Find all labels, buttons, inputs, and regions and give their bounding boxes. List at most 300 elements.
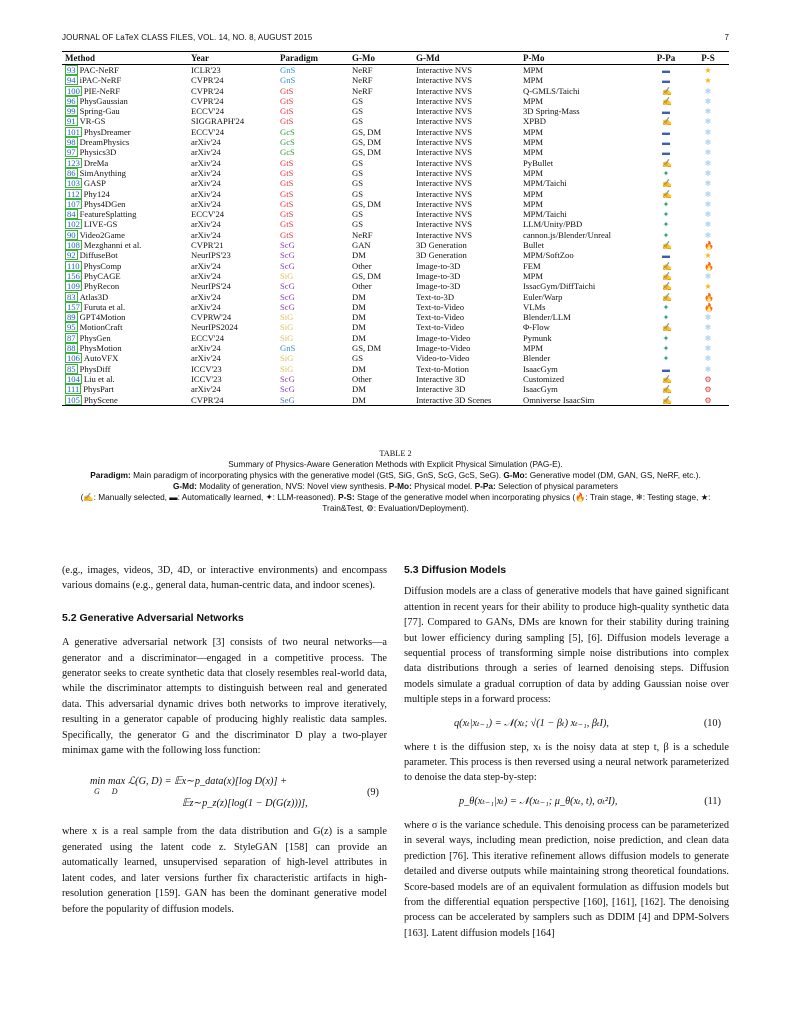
pmo-cell: VLMs <box>523 301 546 312</box>
pmo-cell: FEM <box>523 260 541 271</box>
gmd-cell: 3D Generation <box>416 240 467 251</box>
pmo-cell: MPM <box>523 198 544 209</box>
method-name: GPT4Motion <box>79 312 126 323</box>
gmd-cell: Interactive 3D <box>416 384 466 395</box>
citation-link[interactable]: 102 <box>67 219 80 230</box>
star-icon: ★ <box>704 251 712 261</box>
ps-cell <box>687 96 729 106</box>
year-cell: arXiv'24 <box>191 291 221 302</box>
llm-icon: ✦ <box>662 199 670 209</box>
citation-link[interactable]: 109 <box>67 281 80 292</box>
auto-icon: ▬ <box>662 127 670 137</box>
pmo-cell: XPBD <box>523 116 546 127</box>
table-row <box>62 230 729 240</box>
citation-link[interactable]: 101 <box>67 126 80 137</box>
ps-cell <box>687 106 729 116</box>
ppa-cell <box>645 127 687 137</box>
method-cell <box>62 261 188 271</box>
method-name: PhyScene <box>83 394 118 405</box>
method-cell <box>62 374 188 384</box>
pmo-cell: Euler/Warp <box>523 291 563 302</box>
test-icon: ❄ <box>704 354 712 364</box>
gmo-cell: GS <box>352 209 363 220</box>
method-cell <box>62 353 188 363</box>
gmo-cell: Other <box>352 281 372 292</box>
ps-cell <box>687 209 729 219</box>
gmo-cell: DM <box>352 363 366 374</box>
pmo-cell: MPM/Taichi <box>523 209 567 220</box>
table-row <box>62 75 729 85</box>
gan-paragraph-2: where x is a real sample from the data distribution and G(z) is a sample generated using the latent code z. StyleGAN [158] can provide an automatically learned, unsupervised separation of high-level attributes in latent codes, and later versions further fix characteristic artifacts in high-resolution generation [159]. GAN has been the dominant generative model before the popularity of diffusion models. <box>62 826 387 915</box>
gmd-cell: Interactive NVS <box>416 95 473 106</box>
test-icon: ❄ <box>704 86 712 96</box>
table-row <box>62 261 729 271</box>
gmd-cell: Text-to-Video <box>416 301 465 312</box>
gmd-cell: Video-to-Video <box>416 353 470 364</box>
hand-icon: ✍ <box>662 86 672 96</box>
diffusion-paragraph: Diffusion models are a class of generative models that have gained significant attention in recent years for their ability to produce high-quality synthetic data [77]. Compared to GANs, DMs are known for their stability during training but lower efficiency during sampling [5], [6]. Diffusion models leverage a sequential process of transforming simple noise distributions into complex data distributions through a series of learned denoising steps. Diffusion models simulate a gradual corruption of data by adding Gaussian noise over multiple steps in a forward process: <box>404 586 729 706</box>
paradigm-cell: GtS <box>280 157 294 168</box>
llm-icon: ✦ <box>662 168 670 178</box>
gmd-cell: Interactive NVS <box>416 126 473 137</box>
gmd-cell: Image-to-3D <box>416 260 461 271</box>
year-cell: arXiv'24 <box>191 167 221 178</box>
method-name: Furuta et al. <box>83 301 126 312</box>
table-row <box>62 189 729 199</box>
method-name: Liu et al. <box>83 373 115 384</box>
table-row <box>62 384 729 394</box>
citation-link[interactable]: 112 <box>67 188 80 199</box>
method-cell <box>62 322 188 332</box>
method-cell <box>62 178 188 188</box>
year-cell: arXiv'24 <box>191 343 221 354</box>
ps-cell <box>687 219 729 229</box>
method-cell <box>62 168 188 178</box>
method-cell <box>62 302 188 312</box>
ps-cell <box>687 199 729 209</box>
hand-icon: ✍ <box>662 96 672 106</box>
citation-link[interactable]: 84 <box>67 209 76 220</box>
test-icon: ❄ <box>704 158 712 168</box>
table-row <box>62 374 729 384</box>
citation-link[interactable]: 104 <box>67 373 80 384</box>
fire-icon: 🔥 <box>704 241 714 251</box>
method-name: PhysMotion <box>79 343 122 354</box>
table-row <box>62 395 729 406</box>
pmo-cell: Φ-Flow <box>523 322 550 333</box>
llm-icon: ✦ <box>662 302 670 312</box>
ppa-cell <box>645 178 687 188</box>
journal-title: JOURNAL OF LaTeX CLASS FILES, VOL. 14, NO. 8, AUGUST 2015 <box>62 33 313 42</box>
table-row <box>62 116 729 126</box>
ps-cell <box>687 137 729 147</box>
ppa-cell <box>645 147 687 157</box>
running-header <box>62 33 729 47</box>
table-row <box>62 240 729 250</box>
auto-icon: ▬ <box>662 76 670 86</box>
ppa-cell <box>645 240 687 250</box>
gmd-cell: Interactive NVS <box>416 137 473 148</box>
ppa-cell <box>645 292 687 302</box>
gmd-cell: Interactive NVS <box>416 106 473 117</box>
caption-title: Summary of Physics-Aware Generation Methods with Explicit Physical Simulation (PAG-E). <box>228 459 563 469</box>
citation-link[interactable]: 103 <box>67 178 80 189</box>
llm-icon: ✦ <box>662 220 670 230</box>
gmd-cell: Interactive NVS <box>416 147 473 158</box>
year-cell: ICCV'23 <box>191 373 222 384</box>
ps-cell <box>687 178 729 188</box>
hand-icon: ✍ <box>662 189 672 199</box>
ppa-cell <box>645 189 687 199</box>
llm-icon: ✦ <box>662 230 670 240</box>
method-name: PhysDiff <box>79 363 111 374</box>
eval-icon: ⚙ <box>704 385 712 395</box>
paradigm-cell: SeG <box>277 395 349 406</box>
year-cell: arXiv'24 <box>191 137 221 148</box>
gmo-cell: GS, DM <box>352 147 382 158</box>
table-row <box>62 168 729 178</box>
table-row <box>62 250 729 260</box>
left-column <box>62 563 387 917</box>
llm-icon: ✦ <box>662 333 670 343</box>
auto-icon: ▬ <box>662 138 670 148</box>
paradigm-cell: GtS <box>280 106 294 117</box>
section-title-gan: 5.2 Generative Adversarial Networks <box>62 611 244 624</box>
gmd-cell: Interactive NVS <box>416 116 473 127</box>
year-cell: CVPR'21 <box>191 240 224 251</box>
method-name: MotionCraft <box>79 322 123 333</box>
gmo-cell: GS, DM <box>352 137 382 148</box>
method-cell <box>62 96 188 106</box>
page-number: 7 <box>724 33 729 42</box>
gmd-cell: Interactive NVS <box>416 75 473 86</box>
citation-link[interactable]: 85 <box>67 363 76 374</box>
method-cell <box>62 86 188 96</box>
paradigm-cell: GtS <box>280 95 294 106</box>
paradigm-cell: GtS <box>280 167 294 178</box>
year-cell: NeurIPS2024 <box>191 322 238 333</box>
test-icon: ❄ <box>704 96 712 106</box>
ps-cell <box>687 292 729 302</box>
gmo-cell: GS, DM <box>352 198 382 209</box>
ppa-cell <box>645 158 687 168</box>
hand-icon: ✍ <box>662 282 672 292</box>
equation-9: min max ℒ(G, D) = 𝔼x∼p_data(x)[log D(x)] + G D 𝔼z∼p_z(z)[log(1 − D(G(z)))], (9) <box>90 776 379 810</box>
citation-link[interactable]: 108 <box>67 240 80 251</box>
citation-link[interactable]: 100 <box>67 85 80 96</box>
col-gmd: G-Md <box>413 52 520 65</box>
paradigm-cell: ScG <box>280 384 295 395</box>
gmd-cell: Interactive NVS <box>416 178 473 189</box>
method-name: Mezghanni et al. <box>83 240 142 251</box>
gmd-cell: Image-to-Video <box>416 343 471 354</box>
gmo-cell: NeRF <box>352 75 373 86</box>
caption-legend-3: (✍: Manually selected, ▬: Automatically learned, ✦: LLM-reasoned). P-S: Stage of the generative model when incorporating physics (🔥: Train stage, ❄: Testing stage, ★: Train&Test, ⚙: Evaluation/Deployment). <box>80 492 711 513</box>
method-name: PhyRecon <box>83 281 120 292</box>
citation-link[interactable]: 86 <box>67 167 76 178</box>
table-row <box>62 343 729 353</box>
diffusion-paragraph-2: where t is the diffusion step, xₜ is the noisy data at step t, β is a schedule parameter. This process is then reversed using a neural network parameterized to denoise the data step-by-step: <box>404 741 729 784</box>
ppa-cell <box>645 86 687 96</box>
citation-link[interactable]: 157 <box>67 301 80 312</box>
ps-cell <box>687 189 729 199</box>
citation-link[interactable]: 107 <box>67 198 80 209</box>
ps-cell <box>687 127 729 137</box>
ps-cell <box>687 168 729 178</box>
gmd-cell: Text-to-Motion <box>416 363 469 374</box>
year-cell: ECCV'24 <box>191 209 225 220</box>
ppa-cell <box>645 168 687 178</box>
hand-icon: ✍ <box>662 395 672 405</box>
citation-link[interactable]: 156 <box>67 270 80 281</box>
gmd-cell: Image-to-3D <box>416 281 461 292</box>
llm-icon: ✦ <box>662 313 670 323</box>
method-cell <box>62 209 188 219</box>
method-name: SimAnything <box>79 167 126 178</box>
table-row <box>62 86 729 96</box>
citation-link[interactable]: 89 <box>67 312 76 323</box>
citation-link[interactable]: 94 <box>67 75 76 86</box>
year-cell: CVPR'24 <box>188 395 277 406</box>
gmo-cell: DM <box>352 301 366 312</box>
citation-link[interactable]: 105 <box>67 394 80 405</box>
year-cell: arXiv'24 <box>191 157 221 168</box>
ps-cell <box>687 322 729 332</box>
equation-10: q(xₜ|xₜ₋₁) = 𝒩(xₜ; √(1 − βₜ) xₜ₋₁, βₜI), (10) <box>454 717 721 729</box>
year-cell: arXiv'24 <box>191 260 221 271</box>
right-column <box>404 563 729 941</box>
paradigm-cell: GtS <box>280 188 294 199</box>
citation-link[interactable]: 110 <box>67 260 80 271</box>
ps-cell <box>687 158 729 168</box>
gmo-cell: GS <box>352 167 363 178</box>
year-cell: arXiv'24 <box>191 384 221 395</box>
paradigm-cell: GtS <box>280 229 294 240</box>
year-cell: CVPR'24 <box>191 95 224 106</box>
caption-legend-2: G-Md: Modality of generation, NVS: Novel view synthesis. P-Mo: Physical model. P-Pa: Selection of physical parameters <box>172 481 619 491</box>
gmo-cell: DM <box>349 395 413 406</box>
pmo-cell: PyBullet <box>523 157 554 168</box>
ps-cell <box>687 333 729 343</box>
hand-icon: ✍ <box>662 241 672 251</box>
test-icon: ❄ <box>704 148 712 158</box>
test-icon: ❄ <box>704 323 712 333</box>
gmo-cell: DM <box>352 291 366 302</box>
llm-icon: ✦ <box>662 344 670 354</box>
year-cell: arXiv'24 <box>191 301 221 312</box>
pmo-cell: MPM/SoftZoo <box>523 250 574 261</box>
method-cell <box>62 158 188 168</box>
year-cell: CVPR'24 <box>191 85 224 96</box>
diffusion-paragraph-3: where σ is the variance schedule. This denoising process can be parameterized in several ways, including mean prediction, noise prediction, and clean data prediction [76]. This iterative refinement allows diffusion models to generate detailed and diverse outputs while maintaining strong theoretical foundations. Score-based models are of an equivalent formulation as diffusion models but from the differential equation perspective [160], [161], [162]. The denoising process can be accelerated by samplers such as DDIM [4] and DPM-Solvers [163]. Latent diffusion models [164] <box>404 819 729 939</box>
method-cell <box>62 250 188 260</box>
citation-link[interactable]: 91 <box>67 116 76 127</box>
paradigm-cell: GtS <box>280 116 294 127</box>
ppa-cell <box>645 250 687 260</box>
fire-icon: 🔥 <box>704 302 714 312</box>
table-row <box>62 127 729 137</box>
year-cell: arXiv'24 <box>191 229 221 240</box>
test-icon: ❄ <box>704 179 712 189</box>
pmo-cell: Bullet <box>523 240 545 251</box>
table-row <box>62 199 729 209</box>
method-name: PhysPart <box>83 384 114 395</box>
gmo-cell: GS <box>352 178 363 189</box>
method-cell <box>62 106 188 116</box>
test-icon: ❄ <box>704 107 712 117</box>
ps-cell <box>687 65 729 76</box>
gmd-cell: Interactive NVS <box>416 229 473 240</box>
paradigm-cell: GcS <box>280 126 295 137</box>
paradigm-cell: SiG <box>280 270 294 281</box>
gmd-cell: Interactive NVS <box>416 167 473 178</box>
ppa-cell <box>645 384 687 394</box>
year-cell: ICCV'23 <box>191 363 222 374</box>
ppa-cell <box>645 209 687 219</box>
test-icon: ❄ <box>704 364 712 374</box>
gmd-cell: Interactive NVS <box>416 65 473 75</box>
method-cell <box>62 333 188 343</box>
gmo-cell: DM <box>352 384 366 395</box>
gmd-cell: Interactive 3D Scenes <box>413 395 520 406</box>
citation-link[interactable]: 88 <box>67 343 76 354</box>
year-cell: CVPR'24 <box>191 75 224 86</box>
citation-link[interactable]: 106 <box>67 353 80 364</box>
gmd-cell: 3D Generation <box>416 250 467 261</box>
table-body <box>62 65 729 406</box>
pmo-cell: MPM <box>523 167 544 178</box>
paradigm-cell: GtS <box>280 178 294 189</box>
paradigm-cell: ScG <box>280 373 295 384</box>
paradigm-cell: ScG <box>280 281 295 292</box>
test-icon: ❄ <box>704 230 712 240</box>
gmo-cell: GS <box>352 95 363 106</box>
method-name: PhysGaussian <box>79 95 128 106</box>
gmo-cell: GAN <box>352 240 371 251</box>
year-cell: ECCV'24 <box>191 106 225 117</box>
ps-cell <box>687 374 729 384</box>
method-name: DreamPhysics <box>79 137 130 148</box>
method-cell <box>62 240 188 250</box>
table-row <box>62 137 729 147</box>
method-name: FeatureSplatting <box>79 209 137 220</box>
paradigm-cell: GcS <box>280 137 295 148</box>
table-row <box>62 219 729 229</box>
paradigm-cell: ScG <box>280 260 295 271</box>
ps-cell <box>687 384 729 394</box>
test-icon: ❄ <box>704 220 712 230</box>
citation-link[interactable]: 111 <box>67 384 80 395</box>
citation-link[interactable]: 96 <box>67 95 76 106</box>
citation-link[interactable]: 98 <box>67 137 76 148</box>
gmd-cell: Text-to-Video <box>416 312 465 323</box>
gmo-cell: DM <box>352 250 366 261</box>
hand-icon: ✍ <box>662 292 672 302</box>
pmo-cell: Blender/LLM <box>523 312 571 323</box>
ps-cell <box>687 312 729 322</box>
citation-link[interactable]: 93 <box>67 65 76 75</box>
ppa-cell <box>645 199 687 209</box>
method-cell <box>62 127 188 137</box>
paradigm-cell: SiG <box>280 312 294 323</box>
eval-icon: ⚙ <box>704 374 712 384</box>
citation-link[interactable]: 123 <box>67 157 80 168</box>
method-name: PhysComp <box>83 260 122 271</box>
pmo-cell: MPM <box>523 343 544 354</box>
hand-icon: ✍ <box>662 158 672 168</box>
ps-cell <box>687 86 729 96</box>
citation-link[interactable]: 97 <box>67 147 76 158</box>
citation-link[interactable]: 99 <box>67 106 76 117</box>
method-name: PhysGen <box>79 332 111 343</box>
gmo-cell: GS, DM <box>352 270 382 281</box>
table-row <box>62 158 729 168</box>
ppa-cell <box>645 322 687 332</box>
paradigm-cell: SiG <box>280 363 294 374</box>
test-icon: ❄ <box>704 127 712 137</box>
table-row <box>62 209 729 219</box>
table-row <box>62 65 729 76</box>
method-name: DiffuseBot <box>79 250 118 261</box>
ppa-cell <box>645 75 687 85</box>
method-cell <box>62 219 188 229</box>
method-name: DreMa <box>83 157 109 168</box>
gmo-cell: DM <box>352 312 366 323</box>
gmd-cell: Interactive NVS <box>416 198 473 209</box>
auto-icon: ▬ <box>662 251 670 261</box>
test-icon: ❄ <box>704 138 712 148</box>
gmd-cell: Image-to-3D <box>416 270 461 281</box>
ppa-cell <box>645 96 687 106</box>
method-cell <box>62 147 188 157</box>
table-row <box>62 333 729 343</box>
star-icon: ★ <box>704 66 712 75</box>
table-row <box>62 322 729 332</box>
citation-link[interactable]: 90 <box>67 229 76 240</box>
method-name: Phy124 <box>83 188 110 199</box>
hand-icon: ✍ <box>662 117 672 127</box>
table-row <box>62 364 729 374</box>
table-row <box>62 147 729 157</box>
col-paradigm: Paradigm <box>277 52 349 65</box>
citation-link[interactable]: 95 <box>67 322 76 333</box>
table-number: TABLE 2 <box>379 449 412 458</box>
pmo-cell: LLM/Unity/PBD <box>523 219 583 230</box>
method-cell <box>62 199 188 209</box>
pmo-cell: Customized <box>523 373 565 384</box>
method-name: AutoVFX <box>83 353 119 364</box>
ps-cell <box>687 250 729 260</box>
paradigm-cell: GcS <box>280 147 295 158</box>
method-name: PhysDreamer <box>83 126 131 137</box>
hand-icon: ✍ <box>662 385 672 395</box>
ps-cell <box>687 230 729 240</box>
year-cell: ECCV'24 <box>191 126 225 137</box>
table-row <box>62 302 729 312</box>
paradigm-cell: GnS <box>280 65 296 75</box>
ppa-cell <box>645 106 687 116</box>
gmo-cell: GS <box>352 188 363 199</box>
gmo-cell: GS, DM <box>352 343 382 354</box>
citation-link[interactable]: 87 <box>67 332 76 343</box>
citation-link[interactable]: 83 <box>67 291 76 302</box>
gmo-cell: DM <box>352 322 366 333</box>
pmo-cell: Pymunk <box>523 332 552 343</box>
table-row <box>62 312 729 322</box>
paradigm-cell: SiG <box>280 322 294 333</box>
citation-link[interactable]: 92 <box>67 250 76 261</box>
method-name: PhyCAGE <box>83 270 121 281</box>
